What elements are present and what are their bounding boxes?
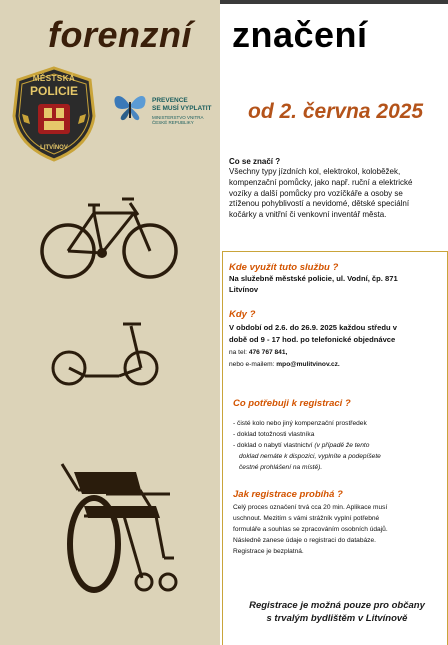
butterfly-icon xyxy=(112,90,148,122)
badge-text-top: MĚSTSKÁ xyxy=(32,74,76,83)
process-line: Celý proces označení trvá cca 20 min. Aplikace musí xyxy=(233,504,388,511)
start-date: od 2. června 2025 xyxy=(248,100,424,123)
prevence-line2: SE MUSÍ VYPLATIT xyxy=(152,105,212,112)
where-line: Na služebně městské policie, ul. Vodní, čp. 871 xyxy=(229,274,398,283)
what-heading: Co se značí ? xyxy=(229,157,281,166)
process-line: Registrace je bezplatná. xyxy=(233,548,304,555)
email-prefix: nebo e-mailem: xyxy=(229,361,275,368)
process-line: uschnout. Mezitím s vámi strážník vyplní potřebné xyxy=(233,515,380,522)
requirement-note: doklad nemáte k dispozici, vyplníte a podepíšete xyxy=(239,453,381,460)
kick-scooter-icon xyxy=(49,318,161,390)
when-heading: Kdy ? xyxy=(229,309,256,320)
process-heading: Jak registrace probíhá ? xyxy=(233,489,343,500)
footer-note xyxy=(232,599,442,625)
email-link[interactable]: mpo@mulitvinov.cz. xyxy=(276,361,340,368)
phone-prefix: na tel: xyxy=(229,349,247,356)
requirement-item: - čisté kolo nebo jiný kompenzační prostředek xyxy=(233,420,367,427)
requirement-item xyxy=(233,441,369,450)
requirement-item-text: - doklad o nabytí vlastnictví xyxy=(233,442,313,449)
phone-number: 476 767 841, xyxy=(248,349,288,356)
requirement-note: (v případě že tento xyxy=(314,442,370,449)
prevence-line3: MINISTERSTVO VNITRA xyxy=(152,115,204,120)
title-znaceni: značení xyxy=(232,14,368,55)
footer-line: Registrace je možná pouze pro občany xyxy=(249,600,425,611)
what-line: ztíženou pohyblivostí a nevidomé, dětské speciální xyxy=(229,199,410,209)
footer-line: s trvalým bydlištěm v Litvínově xyxy=(266,613,408,624)
badge-text-bottom: LITVÍNOV xyxy=(40,145,68,151)
process-line: Následně zanese údaje o registraci do databáze. xyxy=(233,537,376,544)
what-line: kompenzační pomůcky, jako např. ruční a elektrické xyxy=(229,177,413,187)
what-line: vozíky a další pomůcky pro vozíčkáře a osoby se xyxy=(229,188,403,198)
email-line xyxy=(229,360,340,369)
prevence-line4: ČESKÉ REPUBLIKY xyxy=(152,120,194,125)
top-bar xyxy=(220,0,448,4)
requirements-heading: Co potřebuji k registraci ? xyxy=(233,398,351,409)
phone-line xyxy=(229,348,287,357)
when-line: V období od 2.6. do 26.9. 2025 každou středu v xyxy=(229,323,397,332)
bicycle-icon xyxy=(38,183,180,283)
what-line: kočárky a vnitřní či venkovní inventář města. xyxy=(229,210,387,220)
what-text xyxy=(229,167,441,221)
badge-text-middle: POLICIE xyxy=(29,84,78,98)
title-forenzni: forenzní xyxy=(48,14,192,55)
where-line: Litvínov xyxy=(229,285,259,294)
prevence-line1: PREVENCE xyxy=(152,97,188,104)
requirement-item: - doklad totožnosti vlastníka xyxy=(233,431,315,438)
requirement-note: čestné prohlášení na místě). xyxy=(239,464,323,471)
when-line: době od 9 - 17 hod. po telefonické objednávce xyxy=(229,335,396,344)
what-line: Všechny typy jízdních kol, elektrokol, koloběžek, xyxy=(229,167,401,176)
wheelchair-icon xyxy=(44,454,186,598)
process-line: formuláře a souhlas se zpracováním osobních údajů. xyxy=(233,526,388,533)
where-heading: Kde využít tuto službu ? xyxy=(229,262,339,273)
